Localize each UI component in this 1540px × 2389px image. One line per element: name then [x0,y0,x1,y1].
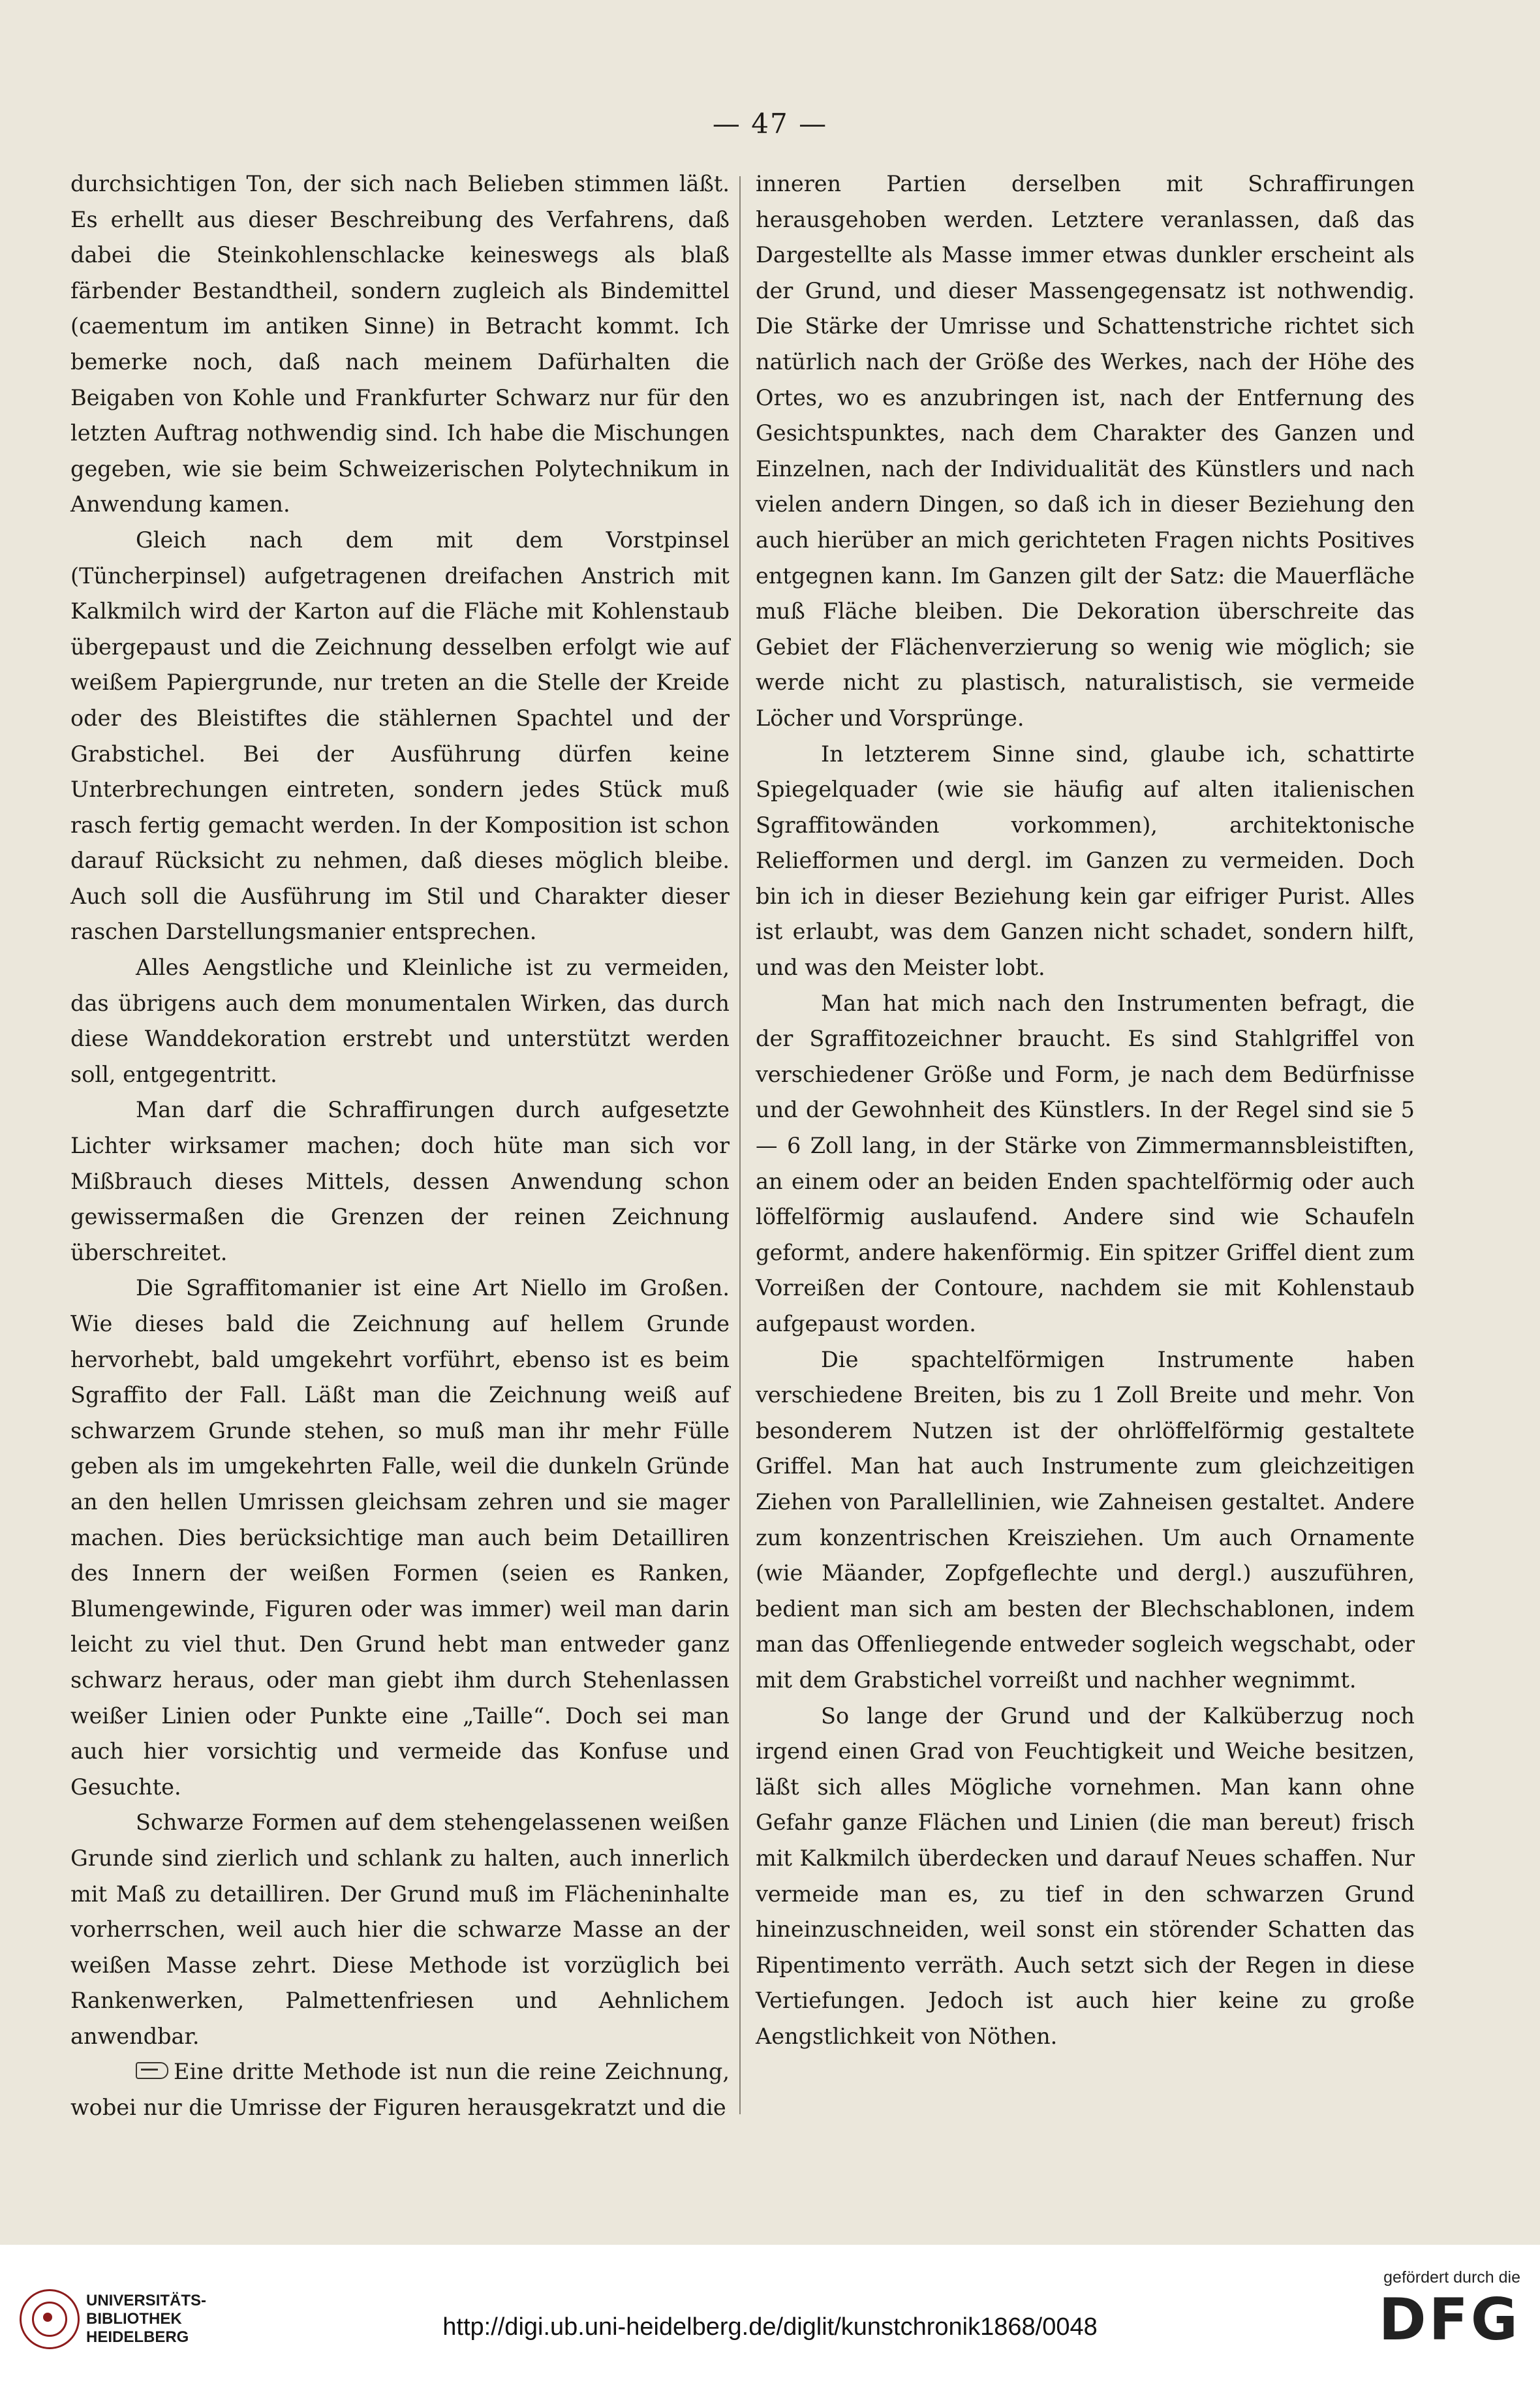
paragraph [70,1271,730,1805]
dfg-logo: DFG [1378,2286,1520,2353]
paragraph [756,737,1415,986]
paragraph [70,166,730,523]
paragraph-text: So lange der Grund und der Kalküberzug noch irgend einen Grad von Feuchtigkeit und Weiche besitzen, läßt sich alles Mögliche vornehmen. Man kann ohne Gefahr ganze Flächen und Linien (die man bereut) frisch mit Kalkmilch überdecken und darauf Neues schaffen. Nur vermeide man es, zu tief in den schwarzen Grund hineinzuschneiden, weil sonst ein störender Schatten das Ripentimento verräth. Auch setzt sich der Regen in diese Vertiefungen. Jedoch ist auch hier keine zu große Aengstlichkeit von Nöthen. [756,1703,1415,2049]
paragraph [70,1092,730,1271]
footer-bar [0,2245,1540,2389]
pointing-hand-icon [136,2062,168,2079]
paragraph [756,166,1415,737]
right-column [756,166,1415,2054]
paragraph-text: Alles Aengstliche und Kleinliche ist zu vermeiden, das übrigens auch dem monumentalen Wirken, das durch diese Wanddekoration erstrebt und unterstützt werden soll, entgegentritt. [70,955,730,1087]
university-seal-icon [20,2289,80,2349]
paragraph-text: Schwarze Formen auf dem stehengelassenen weißen Grunde sind zierlich und schlank zu halten, auch innerlich mit Maß zu detailliren. Der Grund muß im Flächeninhalte vorherrschen, weil auch hier die schwarze Masse an der weißen Masse zehrt. Diese Methode ist vorzüglich bei Rankenwerken, Palmettenfriesen und Aehnlichem anwendbar. [70,1810,730,2049]
paragraph-text: Gleich nach dem mit dem Vorstpinsel (Tüncherpinsel) aufgetragenen dreifachen Anstrich mit Kalkmilch wird der Karton auf die Fläche mit Kohlenstaub übergepaust und die Zeichnung desselben erfolgt wie auf weißem Papiergrunde, nur treten an die Stelle der Kreide oder des Bleistiftes die stählernen Spachtel und der Grabstichel. Bei der Ausführung dürfen keine Unterbrechungen eintreten, sondern jedes Stück muß rasch fertig gemacht werden. In der Komposition ist schon darauf Rücksicht zu nehmen, daß dieses möglich bleibe. Auch soll die Ausführung im Stil und Charakter dieser raschen Darstellungsmanier entsprechen. [70,527,730,945]
paragraph-text: Die Sgraffitomanier ist eine Art Niello im Großen. Wie dieses bald die Zeichnung auf hellem Grunde hervorhebt, bald umgekehrt vorführt, ebenso ist es beim Sgraffito der Fall. Läßt man die Zeichnung weiß auf schwarzem Grunde stehen, so muß man ihr mehr Fülle geben als im umgekehrten Falle, weil die dunkeln Gründe an den hellen Umrissen gleichsam zehren und sie mager machen. Dies berücksichtige man auch beim Detailliren des Innern der weißen Formen (seien es Ranken, Blumengewinde, Figuren oder was immer) weil man darin leicht zu viel thut. Den Grund hebt man entweder ganz schwarz heraus, oder man giebt ihm durch Stehenlassen weißer Linien oder Punkte eine „Taille“. Doch sei man auch hier vorsichtig und vermeide das Konfuse und Gesuchte. [70,1275,730,1800]
paragraph [756,1699,1415,2055]
paragraph-text: Man darf die Schraffirungen durch aufgesetzte Lichter wirksamer machen; doch hüte man sich vor Mißbrauch dieses Mittels, dessen Anwendung schon gewissermaßen die Grenzen der reinen Zeichnung überschreitet. [70,1097,730,1265]
left-column [70,166,730,2126]
library-name-line: UNIVERSITÄTS- [86,2292,207,2309]
library-name-line: HEIDELBERG [86,2328,189,2346]
paragraph-text: Die spachtelförmigen Instrumente haben verschiedene Breiten, bis zu 1 Zoll Breite und mehr. Von besonderem Nutzen ist der ohrlöffelförmig gestaltete Griffel. Man hat auch Instrumente zum gleichzeitigen Ziehen von Parallellinien, wie Zahneisen gestaltet. Andere zum konzentrischen Kreisziehen. Um auch Ornamente (wie Mäander, Zopfgeflechte und dergl.) auszuführen, bedient man sich am besten der Blechschablonen, indem man das Offenliegende entweder sogleich wegschabt, oder mit dem Grabstichel vorreißt und nachher wegnimmt. [756,1346,1415,1693]
paragraph-text: durchsichtigen Ton, der sich nach Belieben stimmen läßt. Es erhellt aus dieser Beschreibung des Verfahrens, daß dabei die Steinkohlenschlacke keineswegs als blaß färbender Bestandtheil, sondern zugleich als Bindemittel (caementum im antiken Sinne) in Betracht kommt. Ich bemerke noch, daß nach meinem Dafürhalten die Beigaben von Kohle und Frankfurter Schwarz nur für den letzten Auftrag nothwendig sind. Ich habe die Mischungen gegeben, wie sie beim Schweizerischen Polytechnikum in Anwendung kamen. [70,171,730,517]
funder-label: gefördert durch die [1383,2268,1520,2287]
library-name [86,2292,206,2347]
paragraph [70,1805,730,2054]
funder-block[interactable] [1325,2268,1520,2352]
paragraph-text: inneren Partien derselben mit Schraffirungen herausgehoben werden. Letztere veranlassen, daß das Dargestellte als Masse immer etwas dunkler erscheint als der Grund, und dieser Massengegensatz ist nothwendig. Die Stärke der Umrisse und Schattenstriche richtet sich natürlich nach der Größe des Werkes, nach der Höhe des Ortes, wo es anzubringen ist, nach der Entfernung des Gesichtspunktes, nach dem Charakter des Ganzen und Einzelnen, nach der Individualität des Künstlers und nach vielen andern Dingen, so daß ich in dieser Beziehung den auch hierüber an mich gerichteten Fragen nichts Positives entgegnen kann. Im Ganzen gilt der Satz: die Mauerfläche muß Fläche bleiben. Die Dekoration überschreite das Gebiet der Flächenverzierung so wenig wie möglich; sie werde nicht zu plastisch, naturalistisch, sie vermeide Löcher und Vorsprünge. [756,171,1415,731]
library-logo[interactable] [20,2289,215,2361]
permalink-url[interactable]: http://digi.ub.uni-heidelberg.de/diglit/kunstchronik1868/0048 [442,2313,1098,2341]
page-number: — 47 — [712,108,828,140]
paragraph [756,1342,1415,1699]
paragraph [70,950,730,1092]
paragraph-text: Man hat mich nach den Instrumenten befragt, die der Sgraffitozeichner braucht. Es sind Stahlgriffel von verschiedener Größe und Form, je nach dem Bedürfnisse und der Gewohnheit des Künstlers. In der Regel sind sie 5 — 6 Zoll lang, in der Stärke von Zimmermannsbleistiften, an einem oder an beiden Enden spachtelförmig oder auch löffelförmig auslaufend. Andere sind wie Schaufeln geformt, andere hakenförmig. Ein spitzer Griffel dient zum Vorreißen der Contoure, nachdem sie mit Kohlenstaub aufgepaust worden. [756,990,1415,1336]
library-name-line: BIBLIOTHEK [86,2310,182,2328]
column-divider [739,176,741,2114]
paragraph [70,523,730,950]
paragraph-text: Eine dritte Methode ist nun die reine Zeichnung, wobei nur die Umrisse der Figuren herausgekratzt und die [70,2059,730,2121]
paragraph-text: In letzterem Sinne sind, glaube ich, schattirte Spiegelquader (wie sie häufig auf alten italienischen Sgraffitowänden vorkommen), architektonische Reliefformen und dergl. im Ganzen zu vermeiden. Doch bin ich in dieser Beziehung kein gar eifriger Purist. Alles ist erlaubt, was dem Ganzen nicht schadet, sondern hilft, und was den Meister lobt. [756,741,1415,981]
paragraph [756,986,1415,1342]
paragraph [70,2054,730,2125]
